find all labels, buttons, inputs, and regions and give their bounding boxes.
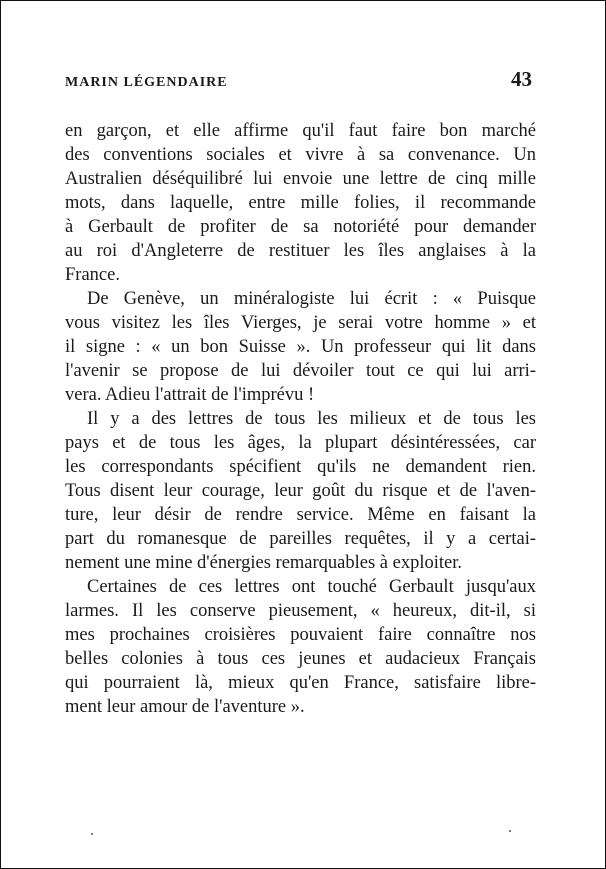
text-line: en garçon, et elle affirme qu'il faut faire bon marché: [65, 121, 536, 141]
text-line: à Gerbault de profiter de sa notoriété pour demander: [65, 217, 536, 237]
running-title: MARIN LÉGENDAIRE: [65, 75, 228, 90]
page-number: 43: [511, 67, 532, 91]
text-line: l'avenir se propose de lui dévoiler tout ce qui lui arri-: [65, 361, 536, 381]
text-line: De Genève, un minéralogiste lui écrit : « Puisque: [87, 289, 536, 309]
text-line: au roi d'Angleterre de restituer les îles anglaises à la: [65, 241, 536, 261]
text-line: Certaines de ces lettres ont touché Gerbault jusqu'aux: [87, 577, 536, 597]
text-line: pays et de tous les âges, la plupart désintéressées, car: [65, 433, 536, 453]
text-line: Il y a des lettres de tous les milieux et de tous les: [87, 409, 536, 429]
text-line: Australien déséquilibré lui envoie une lettre de cinq mille: [65, 169, 536, 189]
scan-speck: [91, 833, 93, 835]
text-line: vous visitez les îles Vierges, je serai votre homme » et: [65, 313, 536, 333]
text-line: ture, leur désir de rendre service. Même en faisant la: [65, 505, 536, 525]
text-line: part du romanesque de pareilles requêtes, il y a certai-: [65, 529, 536, 549]
text-line: larmes. Il les conserve pieusement, « heureux, dit-il, si: [65, 601, 536, 621]
text-line: les correspondants spécifient qu'ils ne demandent rien.: [65, 457, 536, 477]
text-line: nement une mine d'énergies remarquables à exploiter.: [65, 553, 463, 573]
text-line: des conventions sociales et vivre à sa convenance. Un: [65, 145, 536, 165]
text-line: qui pourraient là, mieux qu'en France, satisfaire libre-: [65, 673, 536, 693]
text-line: Tous disent leur courage, leur goût du risque et de l'aven-: [65, 481, 536, 501]
text-line: belles colonies à tous ces jeunes et audacieux Français: [65, 649, 536, 669]
text-line: mots, dans laquelle, entre mille folies, il recommande: [65, 193, 536, 213]
scan-speck: [509, 830, 511, 832]
text-line: mes prochaines croisières pouvaient faire connaître nos: [65, 625, 536, 645]
text-line: il signe : « un bon Suisse ». Un professeur qui lit dans: [65, 337, 536, 357]
text-line: vera. Adieu l'attrait de l'imprévu !: [65, 385, 315, 405]
text-line: ment leur amour de l'aventure ».: [65, 697, 305, 717]
text-line: France.: [65, 265, 120, 285]
